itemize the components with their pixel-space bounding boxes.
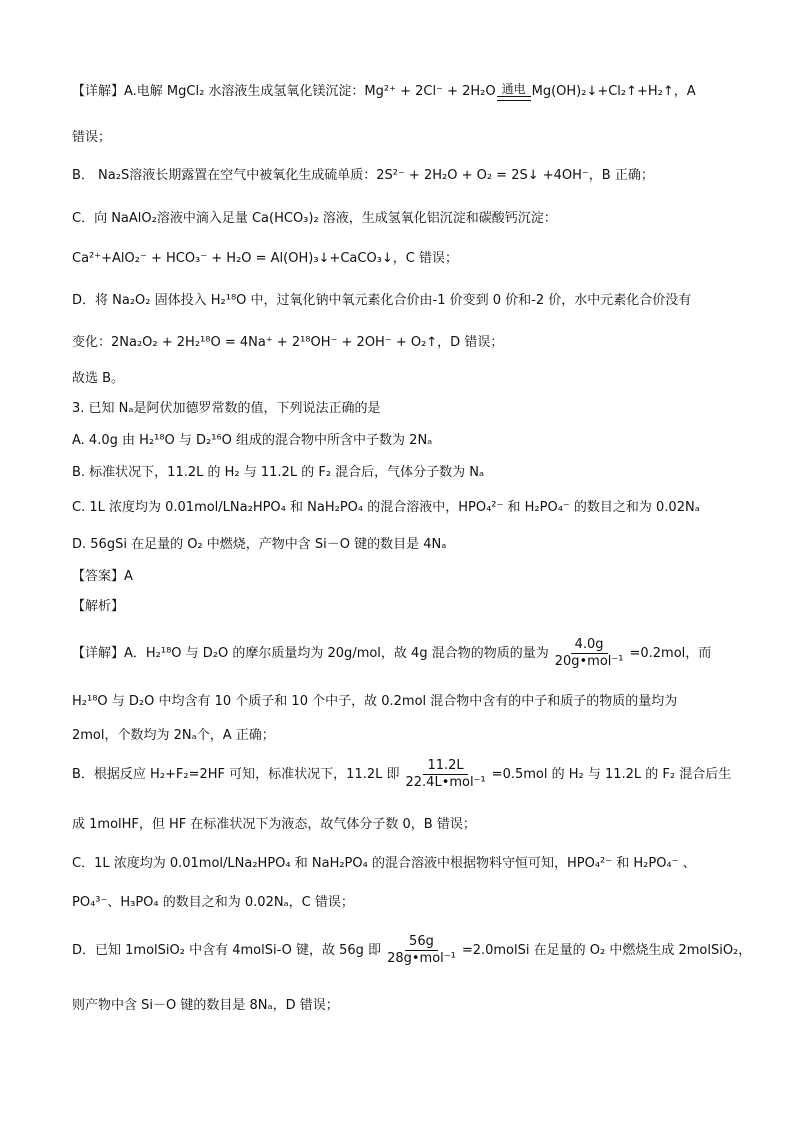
detail-b-line: B．根据反应 H₂+F₂=2HF 可知，标准状况下，11.2L 即 $\frac{11.2L}{\text{22.4L•mol⁻¹}}$ =0.5mol 的 H₂ 与 11.2L 的 F₂ 混合后生 (72, 758, 732, 790)
equation-text: 【详解】A.电解 MgCl₂ 水溶液生成氢氧化镁沉淀：Mg²⁺ + 2Cl⁻ + 2H₂O (72, 84, 496, 99)
text-line: 成 1molHF，但 HF 在标准状况下为液态，故气体分子数 0，B 错误； (72, 817, 476, 832)
option-c-explanation: C．向 NaAlO₂溶液中滴入足量 Ca(HCO₃)₂ 溶液，生成氢氧化铝沉淀和碳酸钙沉淀： (72, 211, 557, 226)
detail-d-line: D．已知 1molSiO₂ 中含有 4molSi-O 键，故 56g 即 $\frac{56g}{\text{28g•mol⁻¹}}$ =2.0molSi 在足量的 O₂ 中燃烧生成 2molSiO₂， (72, 934, 752, 966)
text-line: PO₄³⁻、H₃PO₄ 的数目之和为 0.02Nₐ，C 错误； (72, 895, 354, 910)
text-line: 2mol，个数均为 2Nₐ个，A 正确； (72, 728, 275, 743)
equation-text: Mg(OH)₂↓+Cl₂↑+H₂↑，A (531, 84, 696, 99)
option-d-explanation: D．将 Na₂O₂ 固体投入 H₂¹⁸O 中，过氧化钠中氧元素化合价由-1 价变到 0 价和-2 价，水中元素化合价没有 (72, 293, 692, 308)
answer-heading: 【答案】A (72, 569, 133, 584)
equation-line: 变化：2Na₂O₂ + 2H₂¹⁸O = 4Na⁺ + 2¹⁸OH⁻ + 2OH⁻ + O₂↑，D 错误； (72, 335, 504, 350)
electrolysis-arrow (497, 82, 531, 101)
conclusion: 故选 B。 (72, 371, 125, 386)
detail-a-line (72, 82, 734, 102)
option-b-explanation: B． Na₂S溶液长期露置在空气中被氧化生成硫单质：2S²⁻ + 2H₂O + O₂ = 2S↓ +4OH⁻，B 正确； (72, 168, 654, 183)
fraction: $\frac{4.0g}{\text{20g•mol⁻¹}}$ (554, 637, 624, 669)
text-line: 则产物中含 Si－O 键的数目是 8Nₐ，D 错误； (72, 998, 339, 1013)
analysis-heading: 【解析】 (72, 599, 125, 614)
question-option-b: B. 标准状况下，11.2L 的 H₂ 与 11.2L 的 F₂ 混合后，气体分子数为 Nₐ (72, 465, 485, 480)
condition-label: 通电 (501, 82, 526, 96)
equation-line: Ca²⁺+AlO₂⁻ + HCO₃⁻ + H₂O = Al(OH)₃↓+CaCO₃↓，C 错误； (72, 251, 458, 266)
question-option-d: D. 56gSi 在足量的 O₂ 中燃烧，产物中含 Si－O 键的数目是 4Nₐ (72, 537, 447, 552)
detail-c-line: C．1L 浓度均为 0.01mol/LNa₂HPO₄ 和 NaH₂PO₄ 的混合溶液中根据物料守恒可知，HPO₄²⁻ 和 H₂PO₄⁻ 、 (72, 856, 696, 871)
question-3-stem: 3. 已知 Nₐ是阿伏加德罗常数的值，下列说法正确的是 (72, 401, 381, 416)
text-line: 错误； (72, 130, 112, 145)
question-option-a: A. 4.0g 由 H₂¹⁸O 与 D₂¹⁶O 组成的混合物中所含中子数为 2Nₐ (72, 433, 433, 448)
fraction: $\frac{11.2L}{\text{22.4L•mol⁻¹}}$ (405, 758, 486, 790)
fraction: $\frac{56g}{\text{28g•mol⁻¹}}$ (387, 934, 456, 966)
detail-a-line: 【详解】A．H₂¹⁸O 与 D₂O 的摩尔质量均为 20g/mol，故 4g 混合物的物质的量为 $\frac{4.0g}{\text{20g•mol⁻¹}}$ =0.2mol，而 (72, 637, 712, 669)
text-line: H₂¹⁸O 与 D₂O 中均含有 10 个质子和 10 个中子，故 0.2mol 混合物中含有的中子和质子的物质的量均为 (72, 694, 678, 709)
question-option-c: C. 1L 浓度均为 0.01mol/LNa₂HPO₄ 和 NaH₂PO₄ 的混合溶液中，HPO₄²⁻ 和 H₂PO₄⁻ 的数目之和为 0.02Nₐ (72, 500, 700, 515)
